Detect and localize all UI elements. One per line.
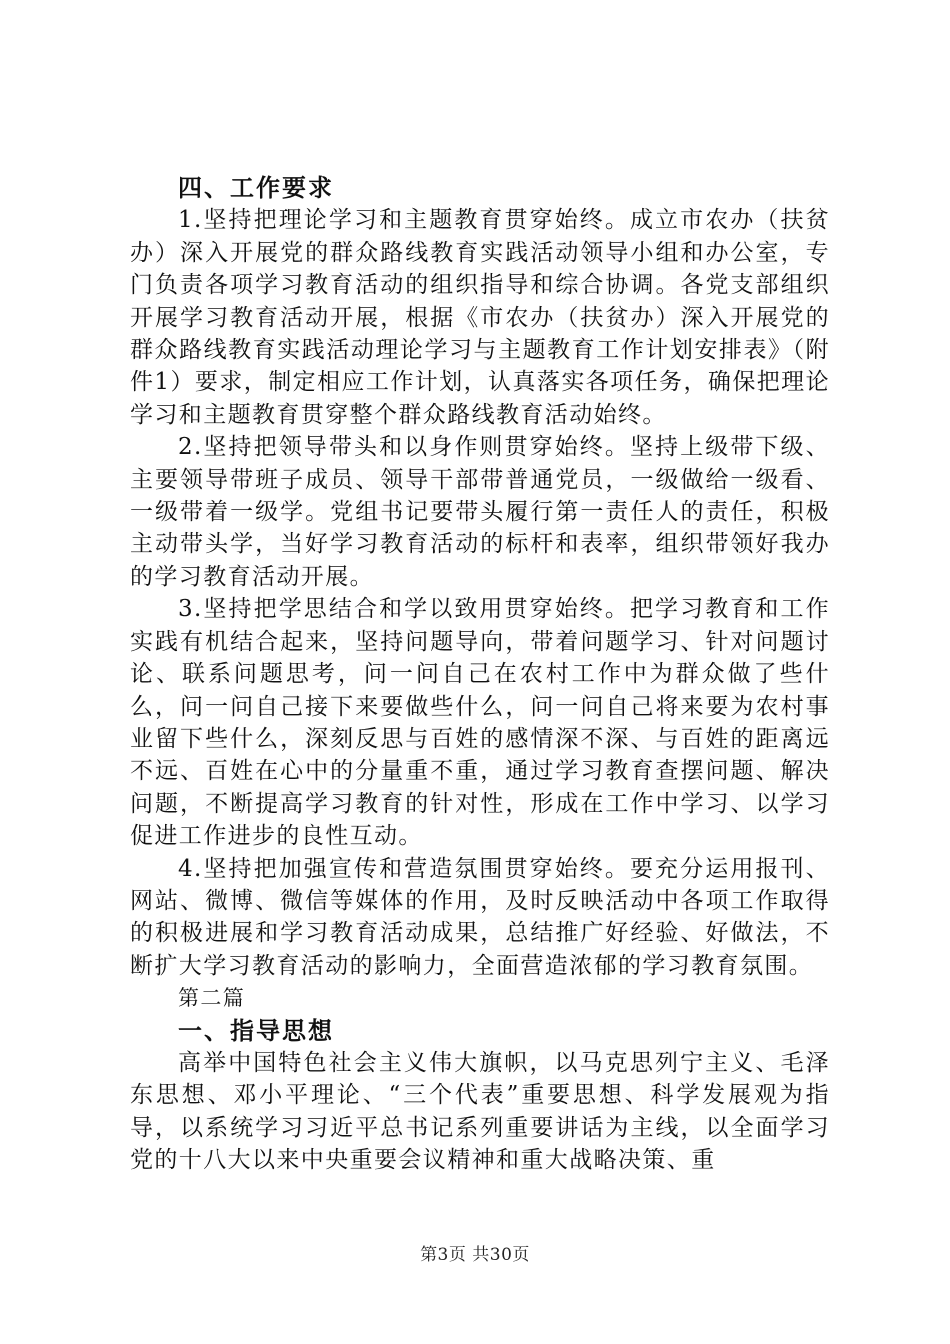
part-label: 第二篇 <box>178 986 246 1011</box>
paragraph-requirement-2: 2.坚持把领导带头和以身作则贯穿始终。坚持上级带下级、主要领导带班子成员、领导干部带普通党员，一级做给一级看、一级带着一级学。党组书记要带头履行第一责任人的责任，积极主动带头学，当好学习教育活动的标杆和表率，组织带领好我办的学习教育活动开展。 <box>130 434 830 590</box>
section-heading-work-requirements: 四、工作要求 <box>178 174 334 202</box>
page-footer: 第3页 共30页 <box>420 1245 530 1265</box>
paragraph-guiding-ideology: 高举中国特色社会主义伟大旗帜，以马克思列宁主义、毛泽东思想、邓小平理论、“三个代表”重要思想、科学发展观为指导，以系统学习习近平总书记系列重要讲话为主线，以全面学习党的十八大以来中央重要会议精神和重大战略决策、重 <box>130 1049 830 1174</box>
section-heading-guiding-ideology: 一、指导思想 <box>178 1016 334 1045</box>
paragraph-requirement-3: 3.坚持把学思结合和学以致用贯穿始终。把学习教育和工作实践有机结合起来，坚持问题导向，带着问题学习、针对问题讨论、联系问题思考，问一问自己在农村工作中为群众做了些什么，问一问自己接下来要做些什么，问一问自己将来要为农村事业留下些什么，深刻反思与百姓的感情深不深、与百姓的距离远不远、百姓在心中的分量重不重，通过学习教育查摆问题、解决问题，不断提高学习教育的针对性，形成在工作中学习、以学习促进工作进步的良性互动。 <box>130 596 830 850</box>
paragraph-requirement-1: 1.坚持把理论学习和主题教育贯穿始终。成立市农办（扶贫办）深入开展党的群众路线教育实践活动领导小组和办公室，专门负责各项学习教育活动的组织指导和综合协调。各党支部组织开展学习教育活动开展，根据《市农办（扶贫办）深入开展党的群众路线教育实践活动理论学习与主题教育工作计划安排表》（附件1）要求，制定相应工作计划，认真落实各项任务，确保把理论学习和主题教育贯穿整个群众路线教育活动始终。 <box>130 207 830 428</box>
paragraph-requirement-4: 4.坚持把加强宣传和营造氛围贯穿始终。要充分运用报刊、网站、微博、微信等媒体的作用，及时反映活动中各项工作取得的积极进展和学习教育活动成果，总结推广好经验、好做法，不断扩大学习教育活动的影响力，全面营造浓郁的学习教育氛围。 <box>130 855 830 979</box>
document-body <box>130 172 830 1177</box>
